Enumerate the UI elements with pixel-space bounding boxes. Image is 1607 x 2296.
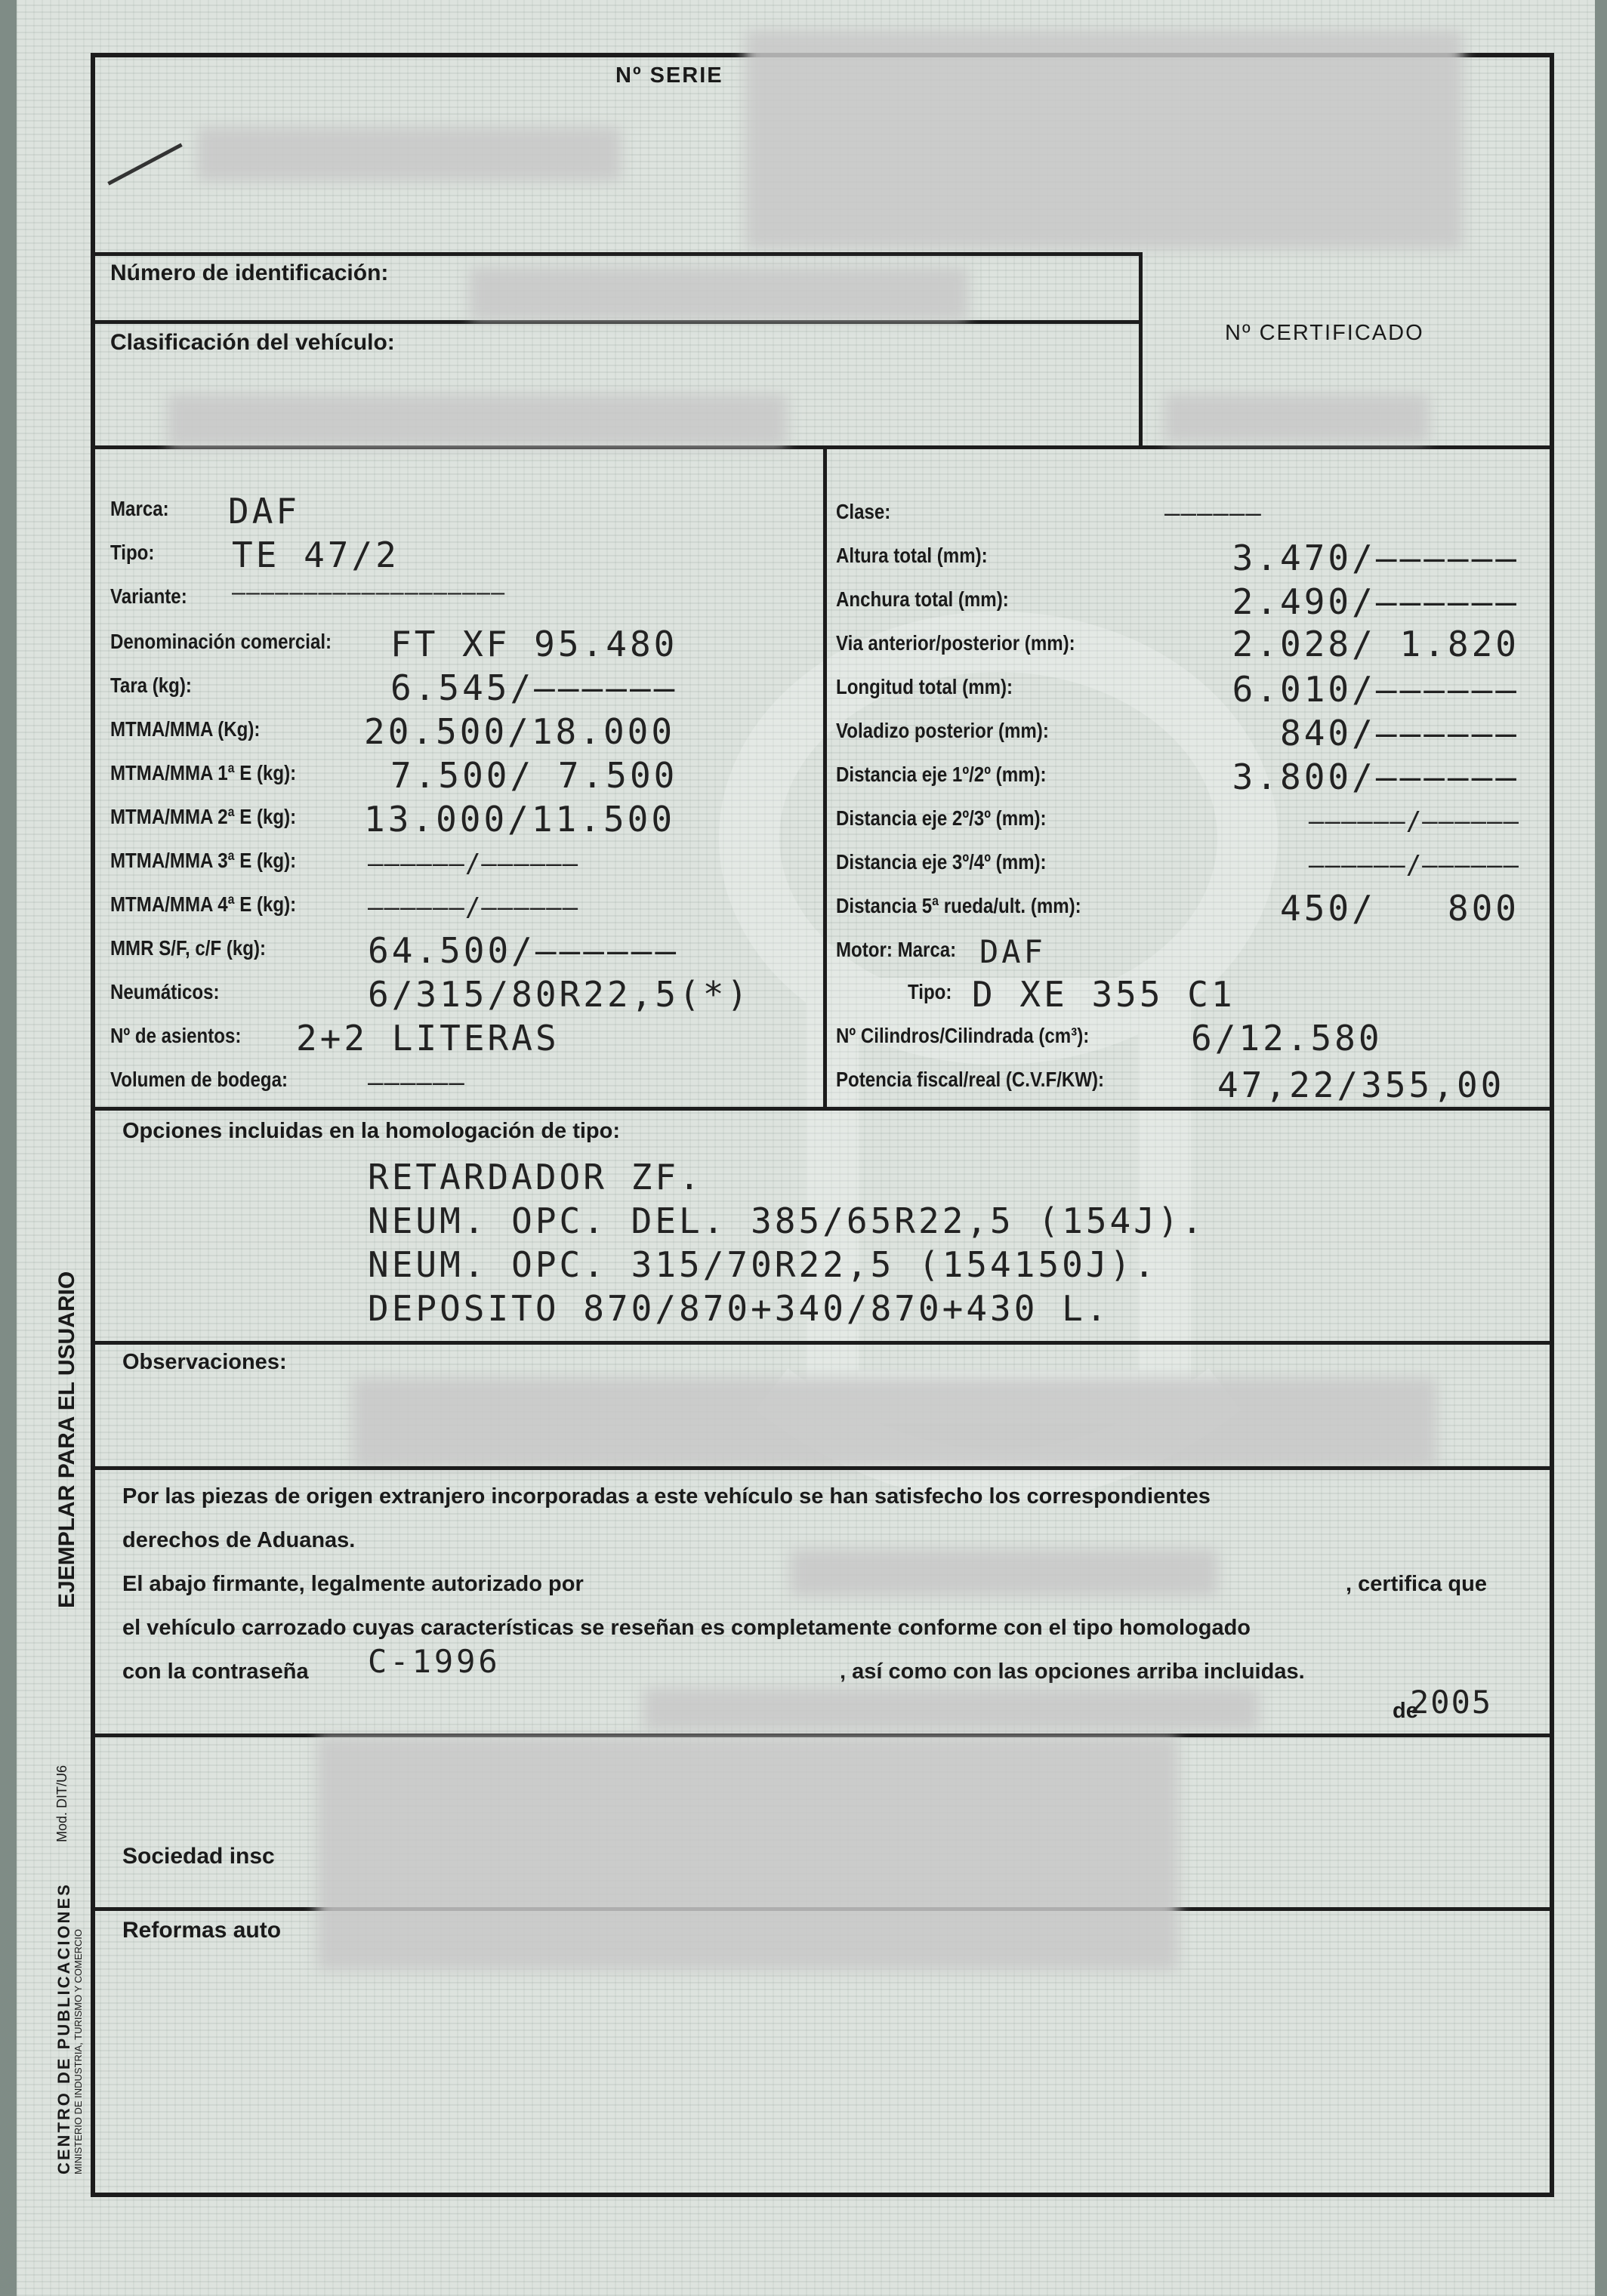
altura-value: 3.470/—————— — [1232, 538, 1519, 578]
divider — [91, 1466, 1554, 1470]
field-label: Distancia eje 3º/4º (mm): — [836, 850, 1047, 874]
field-label: Distancia eje 1º/2º (mm): — [836, 763, 1047, 786]
field-label: Volumen de bodega: — [110, 1068, 288, 1091]
opcion-line: RETARDADOR ZF. — [368, 1157, 703, 1197]
redacted-certificado — [1164, 394, 1429, 442]
field-label: Motor: Marca: — [836, 938, 957, 961]
mtma-1e-value: 7.500/ 7.500 — [390, 755, 678, 796]
redacted-owner — [198, 127, 621, 181]
opciones-label: Opciones incluidas en la homologación de tipo: — [122, 1119, 621, 1143]
cert-line-1: Por las piezas de origen extranjero incorporadas a este vehículo se han satisfecho los correspondientes — [122, 1484, 1211, 1509]
asientos-value: 2+2 LITERAS — [296, 1018, 560, 1059]
vehicle-card — [17, 0, 1595, 2296]
redacted-sello — [317, 1737, 1178, 1971]
year-value: 2005 — [1410, 1684, 1493, 1721]
voladizo-value: 840/—————— — [1280, 713, 1519, 754]
field-label: MTMA/MMA 2ª E (kg): — [110, 805, 297, 828]
field-label: MTMA/MMA (Kg): — [110, 717, 261, 741]
field-label: Distancia eje 2º/3º (mm): — [836, 806, 1047, 830]
field-label: Voladizo posterior (mm): — [836, 719, 1049, 742]
cilindrada-value: 6/12.580 — [1191, 1018, 1383, 1059]
reformas-label: Reformas auto — [122, 1918, 282, 1943]
variante-value: ——————————————————— — [232, 580, 506, 606]
field-label: Distancia 5ª rueda/ult. (mm): — [836, 894, 1081, 917]
mmr-value: 64.500/—————— — [368, 930, 680, 971]
eje34-value: ——————/—————— — [1308, 850, 1519, 880]
field-label: Nº de asientos: — [110, 1024, 242, 1047]
divider — [91, 252, 1142, 256]
divider — [91, 320, 1142, 324]
mtma-value: 20.500/18.000 — [364, 711, 676, 752]
observaciones-label: Observaciones: — [122, 1350, 287, 1374]
divider — [91, 1341, 1554, 1345]
clasificacion-label: Clasificación del vehículo: — [110, 330, 395, 355]
divider — [91, 1107, 1554, 1111]
field-label: Clase: — [836, 500, 891, 523]
eje23-value: ——————/—————— — [1308, 806, 1519, 837]
field-label: Nº Cilindros/Cilindrada (cm³): — [836, 1024, 1090, 1047]
field-label: Anchura total (mm): — [836, 587, 1009, 611]
quinta-rueda-value: 450/ 800 — [1280, 888, 1519, 929]
cert-line-5a: con la contraseña — [122, 1660, 309, 1684]
field-label: MMR S/F, c/F (kg): — [110, 936, 267, 960]
field-label: Potencia fiscal/real (C.V.F/KW): — [836, 1068, 1105, 1091]
field-label: MTMA/MMA 3ª E (kg): — [110, 849, 297, 872]
field-label: Variante: — [110, 584, 187, 608]
cert-line-3a: El abajo firmante, legalmente autorizado por — [122, 1572, 584, 1596]
opcion-line: DEPOSITO 870/870+340/870+430 L. — [368, 1288, 1110, 1329]
via-value: 2.028/ 1.820 — [1232, 624, 1519, 664]
divider — [823, 445, 827, 1110]
eje12-value: 3.800/—————— — [1232, 757, 1519, 797]
field-label: Marca: — [110, 497, 169, 520]
redacted-fecha — [643, 1688, 1259, 1730]
tipo-value: TE 47/2 — [232, 535, 399, 575]
divider — [1139, 252, 1143, 448]
redacted-observaciones — [353, 1378, 1436, 1469]
de-label: de — [1393, 1699, 1418, 1723]
centro-side-text: CENTRO DE PUBLICACIONES — [54, 1882, 73, 2174]
field-label: Altura total (mm): — [836, 544, 988, 567]
field-label: Neumáticos: — [110, 980, 220, 1003]
contrasena-value: C-1996 — [368, 1643, 501, 1680]
potencia-value: 47,22/355,00 — [1217, 1065, 1505, 1105]
anchura-value: 2.490/—————— — [1232, 581, 1519, 622]
cert-line-4: el vehículo carrozado cuyas características se reseñan es completamente conforme con el tipo homologado — [122, 1616, 1251, 1640]
clase-value: —————— — [1164, 498, 1262, 529]
field-label: Denominación comercial: — [110, 630, 332, 653]
bodega-value: —————— — [368, 1068, 465, 1098]
mod-side-text: Mod. DIT/U6 — [54, 1764, 69, 1842]
sociedad-label: Sociedad insc — [122, 1844, 275, 1869]
motor-marca-value: DAF — [979, 933, 1046, 970]
opcion-line: NEUM. OPC. 315/70R22,5 (154150J). — [368, 1244, 1158, 1285]
field-label: Longitud total (mm): — [836, 675, 1013, 698]
redacted-vin — [470, 267, 968, 320]
longitud-value: 6.010/—————— — [1232, 669, 1519, 710]
ministerio-side-text: MINISTERIO DE INDUSTRIA, TURISMO Y COMERCIO — [72, 1928, 84, 2174]
redacted-serie — [745, 30, 1463, 249]
field-label: MTMA/MMA 4ª E (kg): — [110, 892, 297, 916]
cert-line-5b: , así como con las opciones arriba incluidas. — [840, 1660, 1305, 1684]
mtma-2e-value: 13.000/11.500 — [364, 799, 676, 840]
opcion-line: NEUM. OPC. DEL. 385/65R22,5 (154J). — [368, 1200, 1206, 1241]
field-label: Tipo: — [908, 980, 952, 1003]
denominacion-value: FT XF 95.480 — [390, 624, 678, 664]
tara-value: 6.545/—————— — [390, 667, 678, 708]
numero-identificacion-label: Número de identificación: — [110, 260, 389, 285]
field-label: Via anterior/posterior (mm): — [836, 631, 1075, 655]
cert-line-2: derechos de Aduanas. — [122, 1528, 356, 1552]
field-label: Tara (kg): — [110, 673, 192, 697]
field-label: Tipo: — [110, 541, 155, 564]
redacted-clasificacion — [168, 394, 787, 447]
field-label: MTMA/MMA 1ª E (kg): — [110, 761, 297, 784]
ejemplar-side-text: EJEMPLAR PARA EL USUARIO — [54, 1271, 79, 1608]
certificado-label: Nº CERTIFICADO — [1225, 321, 1424, 345]
cert-line-3b: , certifica que — [1346, 1572, 1487, 1596]
redacted-autorizado — [791, 1549, 1217, 1596]
motor-tipo-value: D XE 355 C1 — [972, 974, 1235, 1015]
neumaticos-value: 6/315/80R22,5(*) — [368, 974, 751, 1015]
mtma-3e-value: ——————/—————— — [368, 849, 579, 879]
mtma-4e-value: ——————/—————— — [368, 892, 579, 923]
serie-label: Nº SERIE — [615, 63, 723, 88]
marca-value: DAF — [228, 491, 301, 532]
